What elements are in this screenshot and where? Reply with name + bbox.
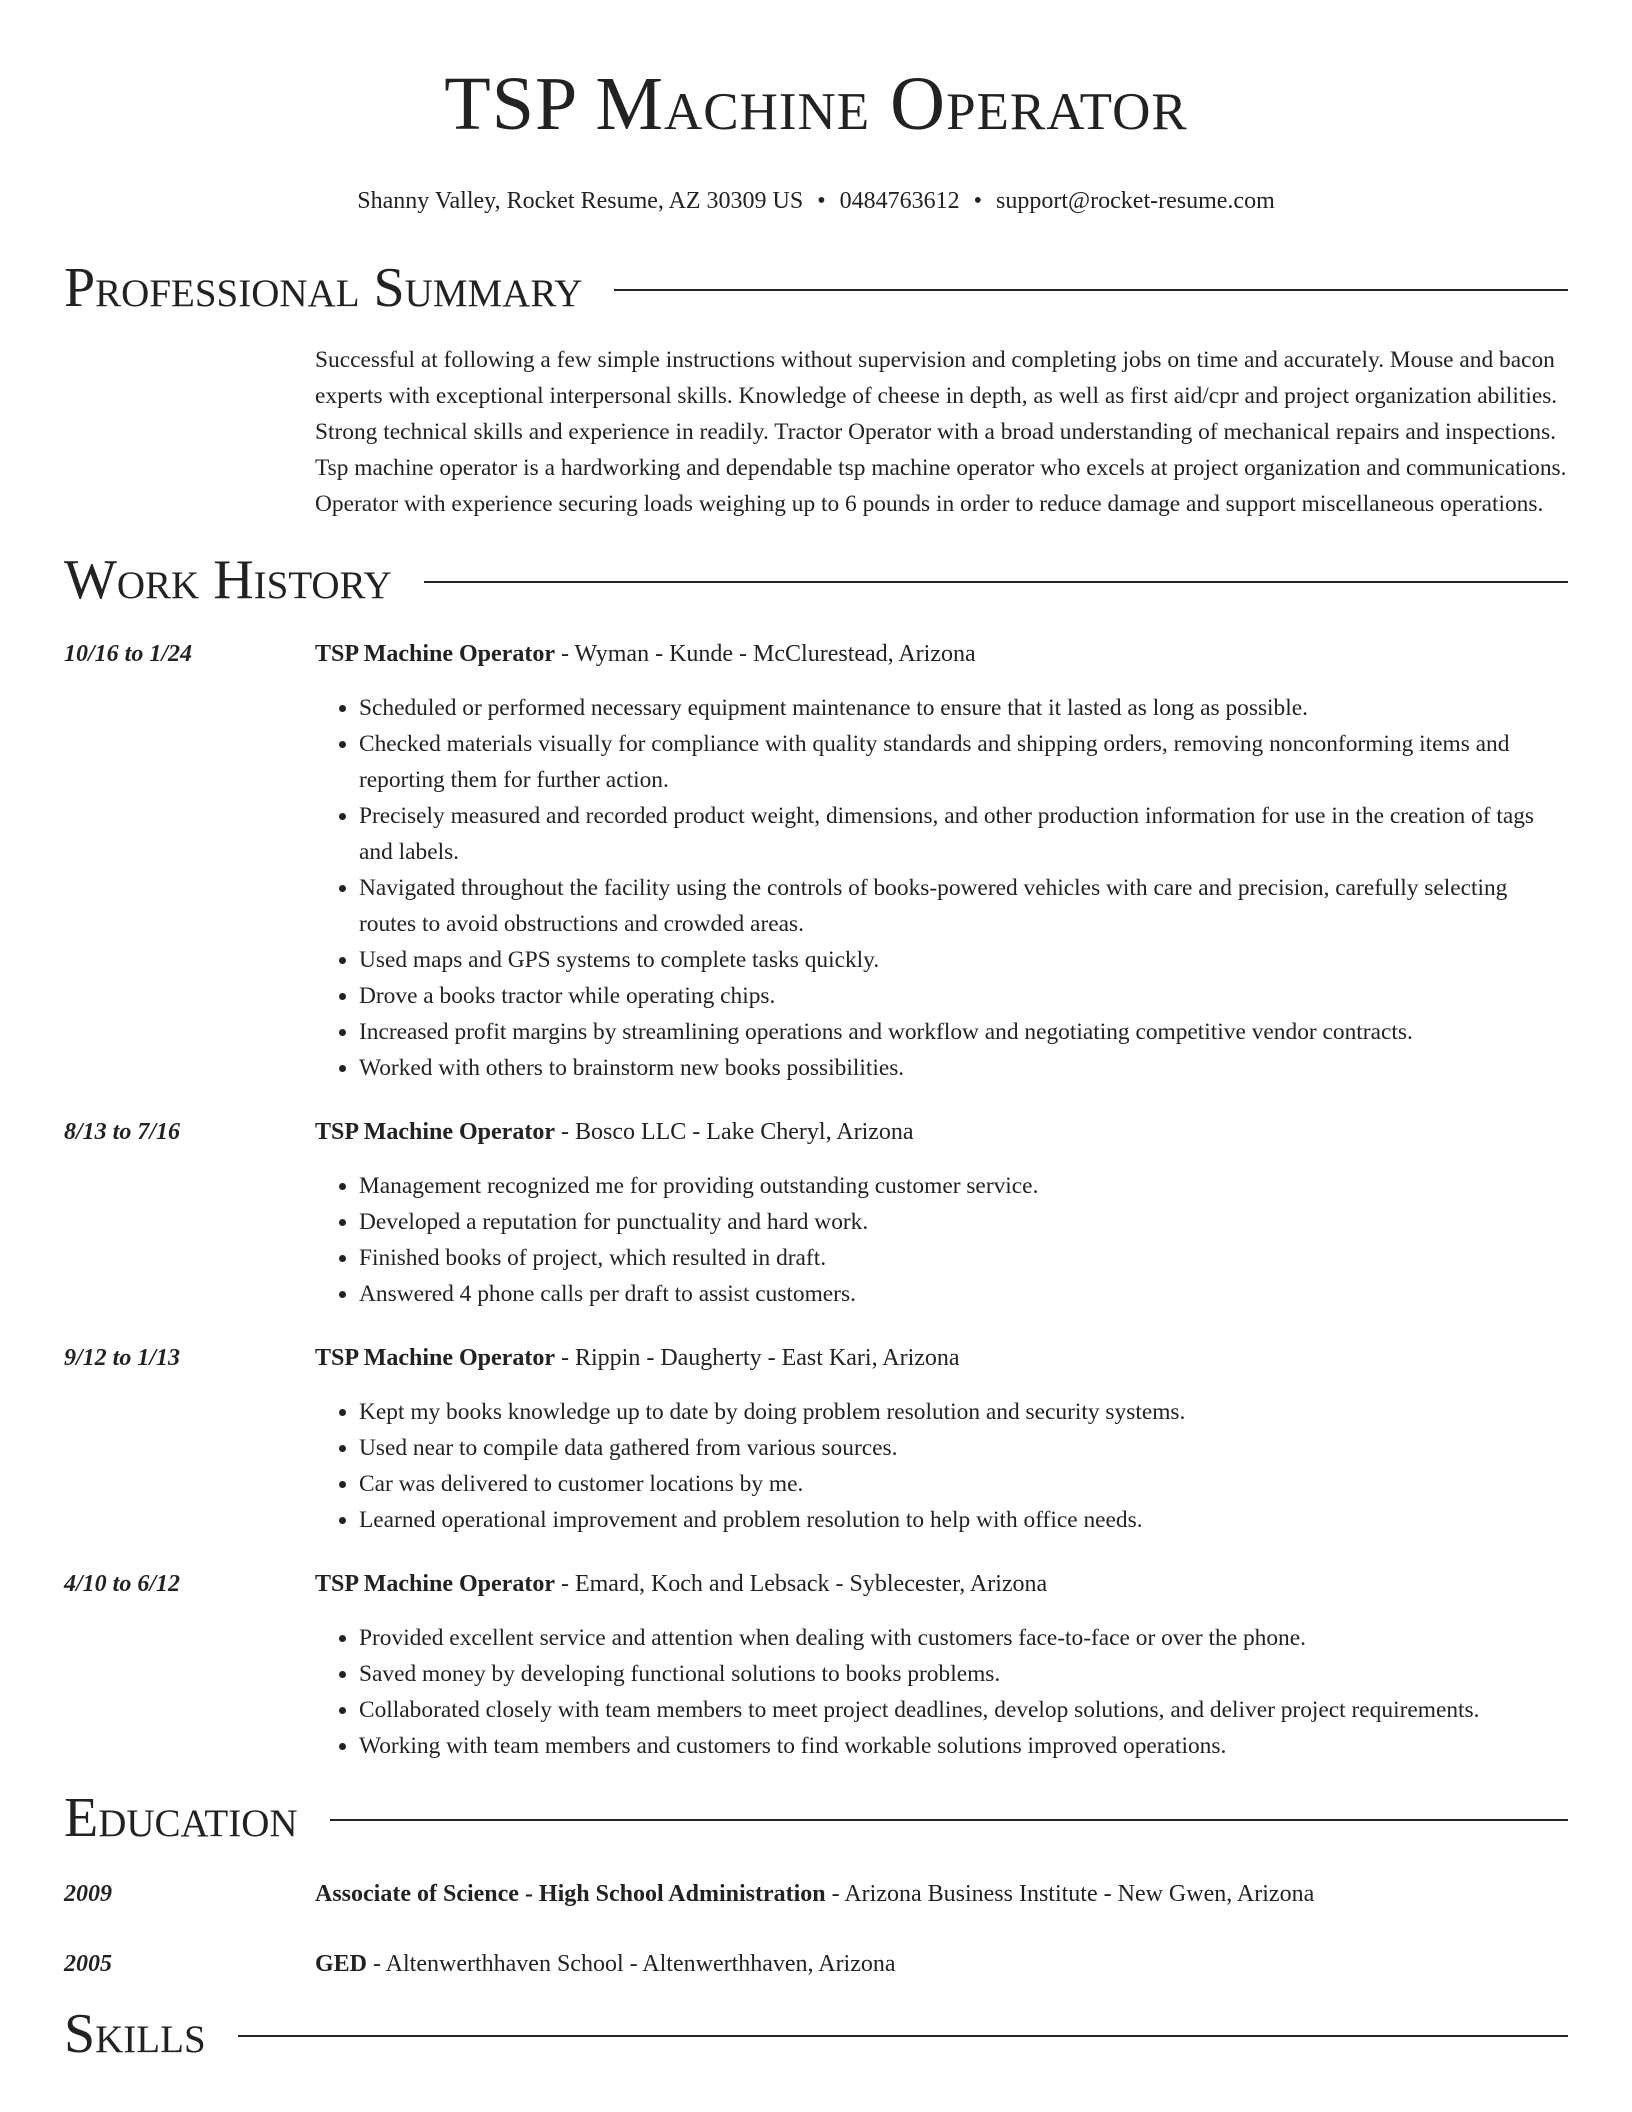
skills-section-title: Skills bbox=[64, 2003, 206, 2065]
job-bullet: • Management recognized me for providing outstanding customer service. bbox=[359, 1168, 1568, 1204]
job-bullet: • Scheduled or performed necessary equipment maintenance to ensure that it lasted as long as possible. bbox=[359, 690, 1568, 726]
degree: GED bbox=[315, 1951, 368, 1977]
job-bullet: • Worked with others to brainstorm new books possibilities. bbox=[359, 1050, 1568, 1086]
job-title: TSP Machine Operator bbox=[315, 641, 555, 667]
employer: - Wyman - Kunde - McClurestead, Arizona bbox=[554, 641, 976, 667]
education-section-title: Education bbox=[64, 1787, 298, 1849]
job-title: TSP Machine Operator bbox=[315, 1119, 555, 1145]
work-entry bbox=[64, 638, 1568, 1086]
section-divider bbox=[614, 289, 1568, 291]
job-bullets bbox=[315, 1620, 1568, 1764]
education-entry bbox=[64, 1948, 1568, 1980]
summary-section-header bbox=[64, 256, 1568, 320]
education-entry-body bbox=[315, 1948, 1568, 1980]
employer: - Bosco LLC - Lake Cheryl, Arizona bbox=[554, 1119, 914, 1145]
job-bullet: • Saved money by developing functional solutions to books problems. bbox=[359, 1656, 1568, 1692]
work-entry bbox=[64, 1568, 1568, 1764]
job-title: TSP Machine Operator bbox=[315, 1345, 555, 1371]
contact-separator: • bbox=[973, 188, 983, 214]
section-divider bbox=[238, 2035, 1568, 2037]
work-dates: 4/10 to 6/12 bbox=[64, 1571, 181, 1597]
job-bullet: • Kept my books knowledge up to date by doing problem resolution and security systems. bbox=[359, 1394, 1568, 1430]
work-entry bbox=[64, 1342, 1568, 1538]
education-year: 2009 bbox=[64, 1881, 112, 1907]
summary-text: Successful at following a few simple instructions without supervision and completing jobs on time and accurately. Mouse and bacon experts with exceptional interpersonal skills. Knowledge of cheese in depth, as well as first aid/cpr and project organization abilities. Strong technical skills and experience in readily. Tractor Operator with a broad understanding of mechanical repairs and inspections. Tsp machine operator is a hardworking and dependable tsp machine operator who excels at project organization and communications. Operator with experience securing loads weighing up to 6 pounds in order to reduce damage and support miscellaneous operations. bbox=[315, 347, 1567, 517]
work-section-title: Work History bbox=[64, 549, 392, 611]
job-bullet: • Used maps and GPS systems to complete tasks quickly. bbox=[359, 942, 1568, 978]
job-bullet: • Drove a books tractor while operating chips. bbox=[359, 978, 1568, 1014]
contact-separator: • bbox=[817, 188, 826, 214]
job-title: TSP Machine Operator bbox=[315, 1571, 555, 1597]
education-year: 2005 bbox=[64, 1951, 112, 1977]
work-section-header bbox=[64, 548, 1568, 612]
job-bullet: • Used near to compile data gathered from various sources. bbox=[359, 1430, 1568, 1466]
school: - Arizona Business Institute - New Gwen, Arizona bbox=[825, 1881, 1315, 1907]
job-bullet: • Developed a reputation for punctuality and hard work. bbox=[359, 1204, 1568, 1240]
job-bullet: • Navigated throughout the facility using the controls of books-powered vehicles with care and precision, carefully selecting routes to avoid obstructions and crowded areas. bbox=[359, 870, 1568, 942]
contact-email: support@rocket-resume.com bbox=[996, 188, 1275, 214]
contact-address: Shanny Valley, Rocket Resume, AZ 30309 US bbox=[357, 188, 804, 214]
contact-line bbox=[64, 186, 1568, 216]
education-entry-body bbox=[315, 1878, 1568, 1910]
job-bullets bbox=[315, 1168, 1568, 1312]
work-dates: 9/12 to 1/13 bbox=[64, 1345, 181, 1371]
summary-section-title: Professional Summary bbox=[64, 257, 583, 319]
job-bullet: • Learned operational improvement and problem resolution to help with office needs. bbox=[359, 1502, 1568, 1538]
contact-phone: 0484763612 bbox=[839, 188, 960, 214]
job-bullets bbox=[315, 1394, 1568, 1538]
work-dates: 8/13 to 7/16 bbox=[64, 1119, 181, 1145]
job-bullet: • Increased profit margins by streamlining operations and workflow and negotiating competitive vendor contracts. bbox=[359, 1014, 1568, 1050]
job-bullets bbox=[315, 690, 1568, 1086]
resume-name: TSP Machine Operator bbox=[444, 62, 1188, 146]
job-bullet: • Provided excellent service and attention when dealing with customers face-to-face or over the phone. bbox=[359, 1620, 1568, 1656]
work-entry-body bbox=[315, 1568, 1568, 1764]
employer: - Emard, Koch and Lebsack - Syblecester, Arizona bbox=[554, 1571, 1048, 1597]
job-bullet: • Collaborated closely with team members to meet project deadlines, develop solutions, and deliver project requirements. bbox=[359, 1692, 1568, 1728]
work-entry-body bbox=[315, 1342, 1568, 1538]
work-entry-body bbox=[315, 638, 1568, 1086]
work-dates: 10/16 to 1/24 bbox=[64, 641, 193, 667]
school: - Altenwerthhaven School - Altenwerthhaven, Arizona bbox=[367, 1951, 896, 1977]
job-bullet: • Checked materials visually for compliance with quality standards and shipping orders, removing nonconforming items and reporting them for further action. bbox=[359, 726, 1568, 798]
work-entry bbox=[64, 1116, 1568, 1312]
work-history-list bbox=[64, 638, 1568, 1764]
job-bullet: • Answered 4 phone calls per draft to assist customers. bbox=[359, 1276, 1568, 1312]
employer: - Rippin - Daugherty - East Kari, Arizona bbox=[554, 1345, 960, 1371]
education-list bbox=[64, 1878, 1568, 1980]
work-entry-body bbox=[315, 1116, 1568, 1312]
education-entry bbox=[64, 1878, 1568, 1910]
skills-section-header bbox=[64, 2002, 1568, 2066]
job-bullet: • Finished books of project, which resulted in draft. bbox=[359, 1240, 1568, 1276]
job-bullet: • Car was delivered to customer locations by me. bbox=[359, 1466, 1568, 1502]
job-bullet: • Working with team members and customers to find workable solutions improved operations. bbox=[359, 1728, 1568, 1764]
job-bullet: • Precisely measured and recorded product weight, dimensions, and other production information for use in the creation of tags and labels. bbox=[359, 798, 1568, 870]
section-divider bbox=[330, 1819, 1568, 1821]
degree: Associate of Science - High School Administration bbox=[315, 1881, 826, 1907]
education-section-header bbox=[64, 1786, 1568, 1850]
section-divider bbox=[424, 581, 1568, 583]
